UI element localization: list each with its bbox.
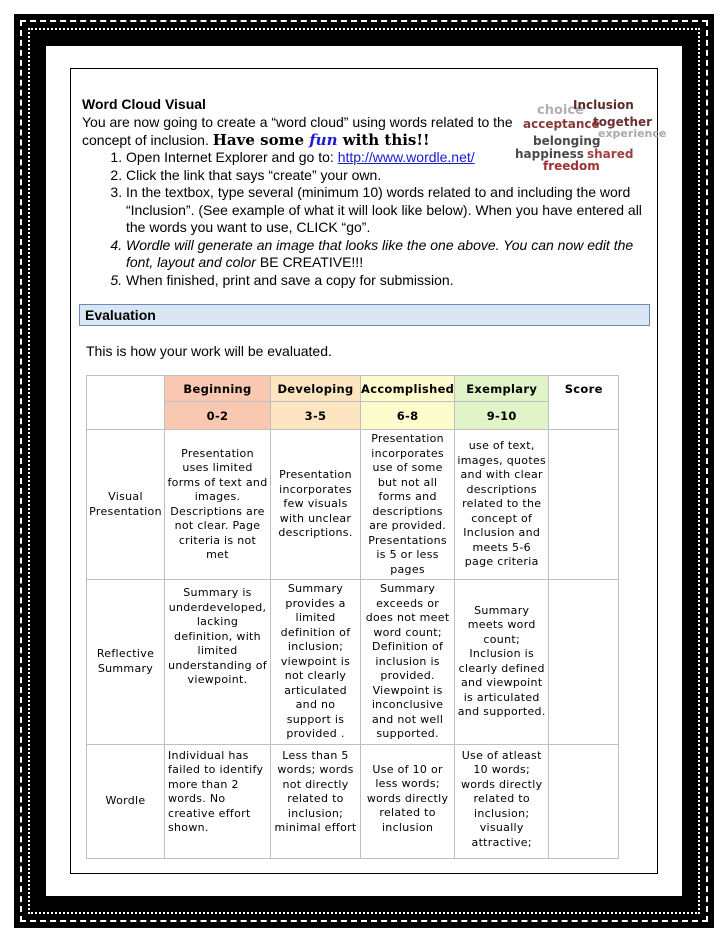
step-5: 5. When finished, print and save a copy for submission.: [126, 272, 652, 290]
wordle-link[interactable]: http://www.wordle.net/: [337, 149, 475, 165]
cell-exemplary: Summary meets word count; Inclusion is clearly defined and viewpoint is articulated and supported.: [455, 580, 549, 745]
cell-score: [549, 744, 619, 858]
header-score: Score: [549, 376, 619, 430]
row-label: Reflective Summary: [87, 580, 165, 745]
rubric-range-row: [87, 402, 619, 430]
instructions: [82, 96, 652, 289]
range-blank: [87, 402, 165, 430]
header-exemplary: Exemplary: [455, 376, 549, 402]
cell-score: [549, 580, 619, 745]
fun-callout: Have some fun with this!!: [212, 131, 430, 149]
rubric-table: [86, 375, 619, 859]
evaluation-description: This is how your work will be evaluated.: [86, 343, 332, 359]
header-blank: [87, 376, 165, 402]
row-label: Visual Presentation: [87, 430, 165, 580]
cell-developing: Presentation incorporates few visuals with unclear descriptions.: [271, 430, 361, 580]
cell-beginning: Presentation uses limited forms of text and images. Descriptions are not clear. Page criteria is not met: [165, 430, 271, 580]
rubric-header-row: [87, 376, 619, 402]
cell-accomplished: Presentation incorporates use of some but not all forms and descriptions are provided. Presentations is 5 or less pages: [361, 430, 455, 580]
cell-beginning: Individual has failed to identify more than 2 words. No creative effort shown.: [165, 744, 271, 858]
cell-beginning: Summary is underdeveloped, lacking definition, with limited understanding of viewpoint.: [165, 580, 271, 745]
cell-accomplished: Summary exceeds or does not meet word count; Definition of inclusion is provided. Viewpoint is inconclusive and not well supported.: [361, 580, 455, 745]
cell-developing: Less than 5 words; words not directly related to inclusion; minimal effort: [271, 744, 361, 858]
steps-list: [82, 149, 652, 289]
evaluation-heading: Evaluation: [79, 304, 650, 326]
cloud-word: Inclusion: [573, 98, 634, 112]
rubric-row-summary: [87, 580, 619, 745]
step-2: 2. Click the link that says “create” your own.: [126, 167, 652, 185]
header-accomplished: Accomplished: [361, 376, 455, 402]
range-accomplished: 6-8: [361, 402, 455, 430]
cell-exemplary: use of text, images, quotes and with clear descriptions related to the concept of Inclusion and meets 5-6 page criteria: [455, 430, 549, 580]
step-1: 1. Open Internet Explorer and go to: http://www.wordle.net/: [126, 149, 652, 167]
header-developing: Developing: [271, 376, 361, 402]
cloud-word: shared: [587, 147, 634, 161]
cell-exemplary: Use of atleast 10 words; words directly related to inclusion; visually attractive;: [455, 744, 549, 858]
step-4: 4. Wordle will generate an image that looks like the one above. You can now edit the font, layout and color BE CREATIVE!!!: [126, 237, 652, 272]
cloud-word: acceptance: [523, 117, 600, 131]
range-exemplary: 9-10: [455, 402, 549, 430]
cell-score: [549, 430, 619, 580]
header-beginning: Beginning: [165, 376, 271, 402]
intro-line: You are now going to create a “word cloud” using words related to the: [82, 114, 513, 130]
cell-developing: Summary provides a limited definition of inclusion; viewpoint is not clearly articulated and no support is provided .: [271, 580, 361, 745]
page-title: Word Cloud Visual: [82, 96, 206, 112]
rubric-row-wordle: [87, 744, 619, 858]
rubric-row-visual: [87, 430, 619, 580]
cloud-word: freedom: [543, 159, 600, 173]
range-developing: 3-5: [271, 402, 361, 430]
cloud-word: choice: [537, 103, 584, 118]
row-label: Wordle: [87, 744, 165, 858]
intro-line-2: concept of inclusion. Have some fun with this!!: [82, 131, 430, 149]
cloud-word: together: [593, 115, 653, 129]
cloud-word: experience: [598, 127, 667, 140]
cell-accomplished: Use of 10 or less words; words directly related to inclusion: [361, 744, 455, 858]
cloud-word: happiness: [515, 147, 584, 161]
range-beginning: 0-2: [165, 402, 271, 430]
cloud-word: belonging: [533, 134, 601, 148]
step-3: 3. In the textbox, type several (minimum 10) words related to and including the word “Inclusion”. (See example of what it will look like below). When you have entered all the words you want to use, CLICK “go”.: [126, 184, 652, 237]
